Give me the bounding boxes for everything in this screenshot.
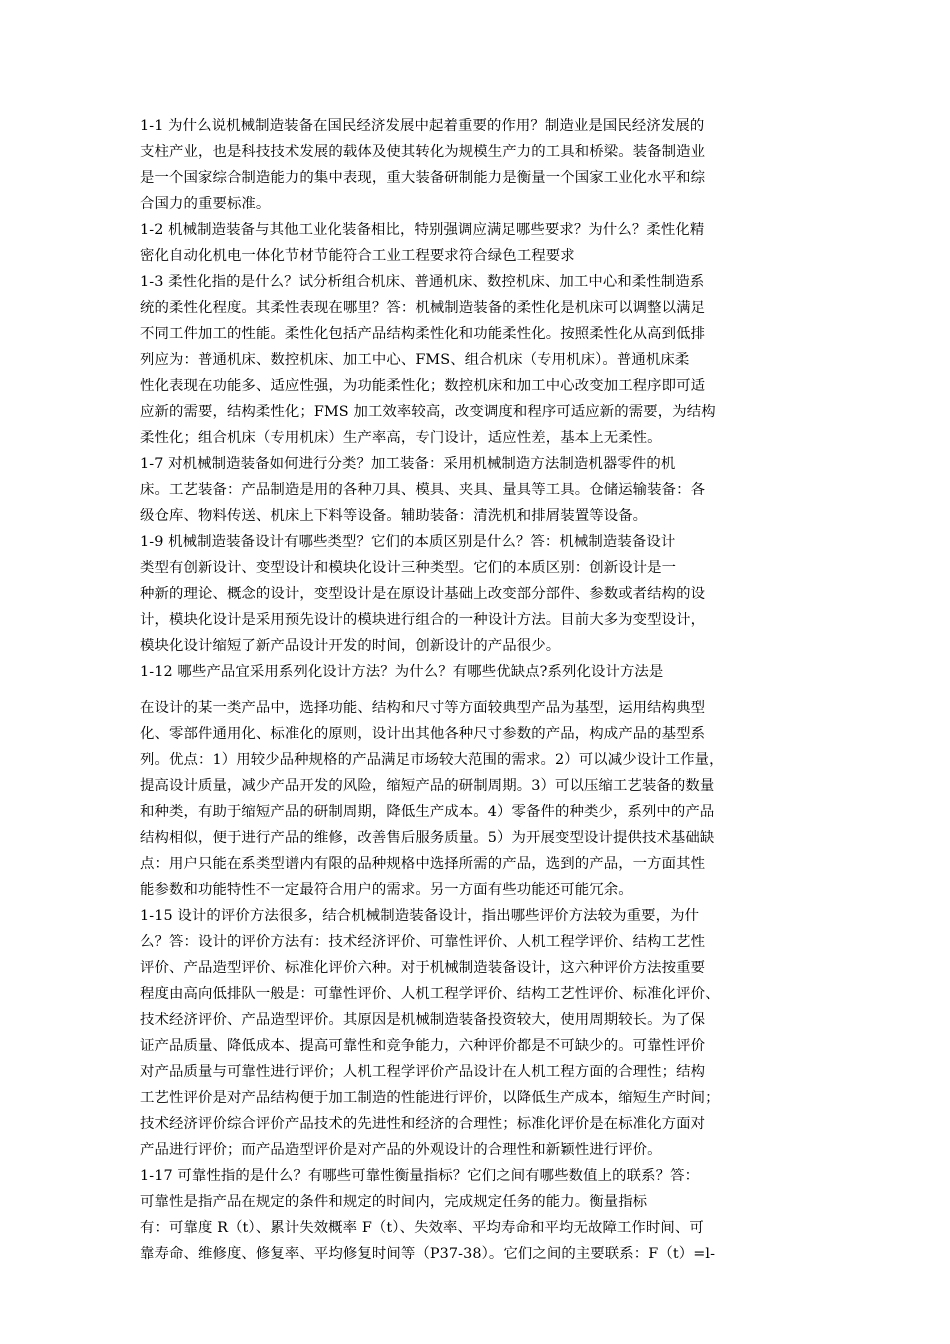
text-line: 不同工件加工的性能。柔性化包括产品结构柔性化和功能柔性化。按照柔性化从高到低排: [140, 326, 706, 342]
text-line: 提高设计质量，减少产品开发的风险，缩短产品的研制周期。3）可以压缩工艺装备的数量: [140, 778, 715, 794]
text-line: 有：可靠度 R（t）、累计失效概率 F（t）、失效率、平均寿命和平均无故障工作时间、可: [140, 1220, 704, 1236]
text-line: 靠寿命、维修度、修复率、平均修复时间等（P37-38）。它们之间的主要联系：F（t）=l-: [140, 1246, 716, 1262]
text-line: 是一个国家综合制造能力的集中表现，重大装备研制能力是衡量一个国家工业化水平和综: [140, 170, 706, 186]
text-line: 程度由高向低排队一般是：可靠性评价、人机工程学评价、结构工艺性评价、标准化评价、: [140, 986, 720, 1002]
text-line: 应新的需要，结构柔性化；FMS 加工效率较高，改变调度和程序可适应新的需要，为结构: [140, 404, 716, 420]
text-line: 对产品质量与可靠性进行评价；人机工程学评价产品设计在人机工程方面的合理性；结构: [140, 1064, 706, 1080]
text-line: 1-15 设计的评价方法很多，结合机械制造装备设计，指出哪些评价方法较为重要，为什: [140, 908, 700, 924]
text-line: 么？答：设计的评价方法有：技术经济评价、可靠性评价、人机工程学评价、结构工艺性: [140, 934, 706, 950]
text-line: 点：用户只能在系类型谱内有限的品种规格中选择所需的产品，选到的产品，一方面其性: [140, 856, 706, 872]
text-line: 在设计的某一类产品中，选择功能、结构和尺寸等方面较典型产品为基型，运用结构典型: [140, 700, 706, 716]
text-line: 类型有创新设计、变型设计和模块化设计三种类型。它们的本质区别：创新设计是一: [140, 560, 677, 576]
text-line: 证产品质量、降低成本、提高可靠性和竞争能力，六种评价都是不可缺少的。可靠性评价: [140, 1038, 706, 1054]
text-line: 和种类，有助于缩短产品的研制周期，降低生产成本。4）零备件的种类少，系列中的产品: [140, 804, 715, 820]
text-line: 列应为：普通机床、数控机床、加工中心、FMS、组合机床（专用机床）。普通机床柔: [140, 352, 690, 368]
text-line: 技术经济评价综合评价产品技术的先进性和经济的合理性；标准化评价是在标准化方面对: [140, 1116, 706, 1132]
text-line: 1-1 为什么说机械制造装备在国民经济发展中起着重要的作用？制造业是国民经济发展的: [140, 118, 705, 134]
text-line: 可靠性是指产品在规定的条件和规定的时间内，完成规定任务的能力。衡量指标: [140, 1194, 648, 1210]
text-line: 统的柔性化程度。其柔性表现在哪里？答：机械制造装备的柔性化是机床可以调整以满足: [140, 300, 706, 316]
text-line: 1-2 机械制造装备与其他工业化装备相比，特别强调应满足哪些要求？为什么？柔性化精: [140, 222, 705, 238]
text-line: 工艺性评价是对产品结构便于加工制造的性能进行评价，以降低生产成本，缩短生产时间；: [140, 1090, 720, 1106]
text-line: 合国力的重要标准。: [140, 196, 271, 212]
text-line: 级仓库、物料传送、机床上下料等设备。辅助装备：清洗机和排屑装置等设备。: [140, 508, 648, 524]
text-line: 化、零部件通用化、标准化的原则，设计出其他各种尺寸参数的产品，构成产品的基型系: [140, 726, 706, 742]
text-line: 1-3 柔性化指的是什么？试分析组合机床、普通机床、数控机床、加工中心和柔性制造系: [140, 274, 705, 290]
text-line: 1-7 对机械制造装备如何进行分类？加工装备：采用机械制造方法制造机器零件的机: [140, 456, 676, 472]
text-line: 列。优点：1）用较少品种规格的产品满足市场较大范围的需求。2）可以减少设计工作量，: [140, 752, 724, 768]
text-line: 性化表现在功能多、适应性强，为功能柔性化；数控机床和加工中心改变加工程序即可适: [140, 378, 706, 394]
text-line: 产品进行评价；而产品造型评价是对产品的外观设计的合理性和新颖性进行评价。: [140, 1142, 662, 1158]
paragraph-gap: [140, 685, 830, 695]
text-line: 种新的理论、概念的设计，变型设计是在原设计基础上改变部分部件、参数或者结构的设: [140, 586, 706, 602]
text-line: 1-17 可靠性指的是什么？有哪些可靠性衡量指标？它们之间有哪些数值上的联系？答：: [140, 1168, 700, 1184]
text-line: 评价、产品造型评价、标准化评价六种。对于机械制造装备设计，这六种评价方法按重要: [140, 960, 706, 976]
text-line: 1-9 机械制造装备设计有哪些类型？它们的本质区别是什么？答：机械制造装备设计: [140, 534, 676, 550]
text-line: 1-12 哪些产品宜采用系列化设计方法？为什么？有哪些优缺点?系列化设计方法是: [140, 664, 664, 680]
document-body: [140, 113, 830, 1267]
text-line: 密化自动化机电一体化节材节能符合工业工程要求符合绿色工程要求: [140, 248, 575, 264]
text-line: 床。工艺装备：产品制造是用的各种刀具、模具、夹具、量具等工具。仓储运输装备：各: [140, 482, 706, 498]
text-line: 支柱产业，也是科技技术发展的载体及使其转化为规模生产力的工具和桥梁。装备制造业: [140, 144, 706, 160]
text-line: 结构相似，便于进行产品的维修，改善售后服务质量。5）为开展变型设计提供技术基础缺: [140, 830, 715, 846]
text-line: 技术经济评价、产品造型评价。其原因是机械制造装备投资较大，使用周期较长。为了保: [140, 1012, 706, 1028]
text-line: 计，模块化设计是采用预先设计的模块进行组合的一种设计方法。目前大多为变型设计，: [140, 612, 706, 628]
text-line: 模块化设计缩短了新产品设计开发的时间，创新设计的产品很少。: [140, 638, 561, 654]
text-line: 能参数和功能特性不一定最符合用户的需求。另一方面有些功能还可能冗余。: [140, 882, 633, 898]
text-line: 柔性化；组合机床（专用机床）生产率高，专门设计，适应性差，基本上无柔性。: [140, 430, 662, 446]
